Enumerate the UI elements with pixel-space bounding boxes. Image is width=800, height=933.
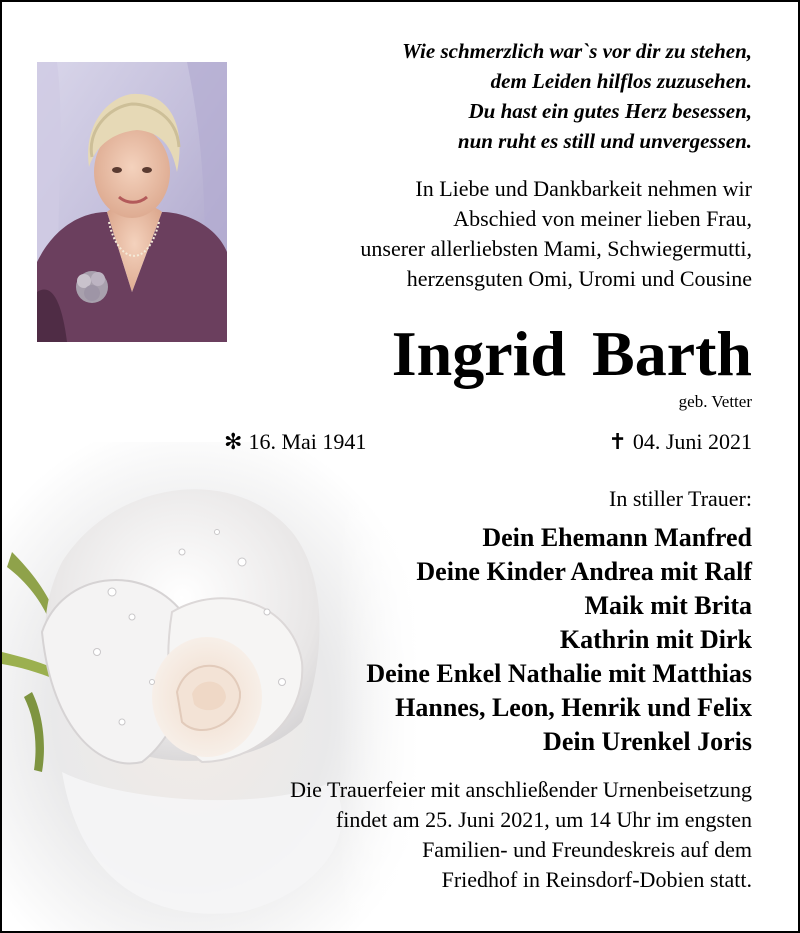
poem-line: Wie schmerzlich war`s vor dir zu stehen, — [402, 39, 752, 63]
birth-name: geb. Vetter — [678, 392, 752, 411]
death-date-group — [608, 426, 752, 458]
life-dates — [224, 426, 752, 458]
poem — [252, 36, 752, 156]
funeral-line: Friedhof in Reinsdorf-Dobien statt. — [441, 867, 752, 892]
birth-date: 16. Mai 1941 — [248, 429, 367, 454]
mourner-line: Maik mit Brita — [584, 591, 752, 620]
mourners-list — [192, 521, 752, 759]
funeral-line: findet am 25. Juni 2021, um 14 Uhr im engsten — [335, 807, 752, 832]
mourner-line: Dein Ehemann Manfred — [482, 523, 752, 552]
death-date: 04. Juni 2021 — [632, 429, 752, 454]
mourner-line: Deine Enkel Nathalie mit Matthias — [366, 659, 752, 688]
poem-line: dem Leiden hilflos zuzusehen. — [490, 69, 752, 93]
funeral-info — [132, 775, 752, 895]
mourner-line: Deine Kinder Andrea mit Ralf — [416, 557, 752, 586]
mourning-heading: In stiller Trauer: — [609, 486, 752, 511]
farewell-line: herzensguten Omi, Uromi und Cousine — [406, 266, 752, 291]
mourner-line: Kathrin mit Dirk — [559, 625, 752, 654]
farewell-line: In Liebe und Dankbarkeit nehmen wir — [415, 176, 752, 201]
deceased-name: Ingrid Barth — [391, 318, 752, 389]
poem-line: Du hast ein gutes Herz besessen, — [468, 99, 752, 123]
farewell-text — [232, 174, 752, 294]
mourner-line: Dein Urenkel Joris — [543, 727, 752, 756]
mourner-line: Hannes, Leon, Henrik und Felix — [395, 693, 752, 722]
poem-line: nun ruht es still und unvergessen. — [457, 129, 752, 153]
cross-icon: ✝ — [608, 429, 627, 454]
farewell-line: unserer allerliebsten Mami, Schwiegermutti, — [360, 236, 752, 261]
farewell-line: Abschied von meiner lieben Frau, — [453, 206, 752, 231]
birth-date-group — [224, 426, 366, 458]
portrait-photo — [37, 62, 227, 342]
funeral-line: Familien- und Freundeskreis auf dem — [422, 837, 752, 862]
star-icon: ✻ — [224, 429, 243, 454]
funeral-line: Die Trauerfeier mit anschließender Urnenbeisetzung — [290, 777, 752, 802]
